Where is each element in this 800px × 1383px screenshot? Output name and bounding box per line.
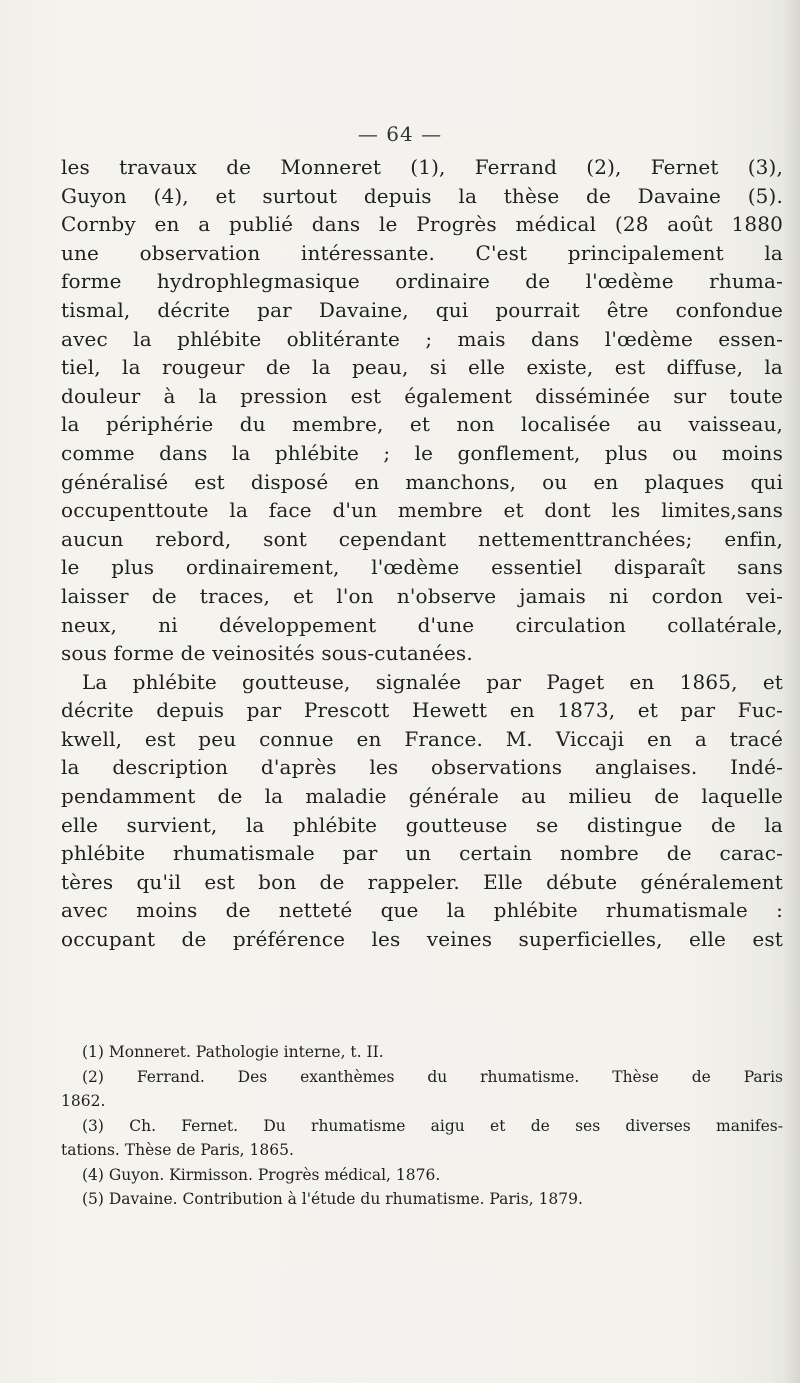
paragraph-end-line: sous forme de veinosités sous-cutanées. [61,641,473,666]
page-edge-shadow [784,0,800,1383]
text-line: douleur à la pression est également disséminée sur toute [61,383,783,408]
text-line: avec la phlébite oblitérante ; mais dans l'œdème essen- [61,326,783,351]
text-line: avec moins de netteté que la phlébite rhumatismale : [61,898,783,923]
text-line: le plus ordinairement, l'œdème essentiel disparaît sans [61,555,783,580]
text-line: phlébite rhumatismale par un certain nombre de carac- [61,841,783,866]
text-line: la description d'après les observations anglaises. Indé- [61,755,783,780]
text-line: forme hydrophlegmasique ordinaire de l'œdème rhuma- [61,269,783,294]
text-line: tères qu'il est bon de rappeler. Elle débute généralement [61,869,783,894]
text-line: elle survient, la phlébite goutteuse se distingue de la [61,812,783,837]
text-line: tiel, la rougeur de la peau, si elle existe, est diffuse, la [61,355,783,380]
footnote-2: (2) Ferrand. Des exanthèmes du rhumatisme. Thèse de Paris [82,1067,783,1086]
footnote-3-continued: tations. Thèse de Paris, 1865. [61,1141,294,1159]
footnote-3: (3) Ch. Fernet. Du rhumatisme aigu et de ses diverses manifes- [82,1116,783,1135]
page-number: — 64 — [357,122,443,146]
body-text [61,153,783,954]
paragraph-start-line: La phlébite goutteuse, signalée par Paget en 1865, et [82,669,783,694]
text-line: aucun rebord, sont cependant nettementtranchées; enfin, [61,526,783,551]
text-line: Cornby en a publié dans le Progrès médical (28 août 1880 [61,212,783,237]
text-line: la périphérie du membre, et non localisée au vaisseau, [61,412,783,437]
text-line: comme dans la phlébite ; le gonflement, plus ou moins [61,440,783,465]
text-line: les travaux de Monneret (1), Ferrand (2), Fernet (3), [61,155,783,179]
text-line: généralisé est disposé en manchons, ou en plaques qui [61,469,783,494]
text-line: une observation intéressante. C'est principalement la [61,240,783,265]
text-line: tismal, décrite par Davaine, qui pourrait être confondue [61,297,783,322]
text-line: pendamment de la maladie générale au milieu de laquelle [61,784,783,809]
text-line: kwell, est peu connue en France. M. Viccaji en a tracé [61,726,783,751]
text-line: neux, ni développement d'une circulation collatérale, [61,612,783,637]
footnote-2-continued: 1862. [61,1092,106,1110]
text-line: décrite depuis par Prescott Hewett en 1873, et par Fuc- [61,698,783,723]
text-line: occupenttoute la face d'un membre et dont les limites,sans [61,498,783,523]
text-line: Guyon (4), et surtout depuis la thèse de Davaine (5). [61,183,783,208]
text-line: laisser de traces, et l'on n'observe jamais ni cordon vei- [61,583,783,608]
text-line: occupant de préférence les veines superficielles, elle est [61,927,783,952]
footnote-1: (1) Monneret. Pathologie interne, t. II. [82,1043,384,1061]
footnote-5: (5) Davaine. Contribution à l'étude du rhumatisme. Paris, 1879. [82,1190,583,1208]
footnote-4: (4) Guyon. Kirmisson. Progrès médical, 1876. [82,1165,441,1184]
footnotes [61,1040,783,1212]
